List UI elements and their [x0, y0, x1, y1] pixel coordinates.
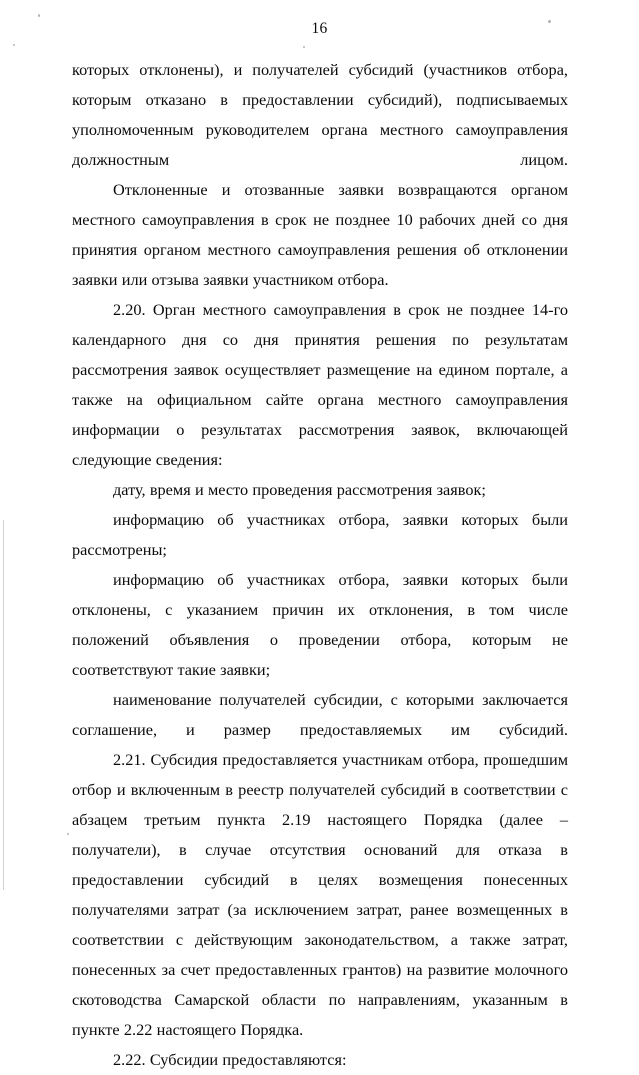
scan-speck [303, 46, 305, 48]
list-item-subsidy-recipients: наименование получателей субсидии, с которыми заключается соглашение, и размер предоставляемых им субсидий. [72, 690, 568, 739]
paragraph-continuation: которых отклонены), и получателей субсидий (участников отбора, которым отказано в предоставлении субсидий), подписываемых уполномоченным руководителем органа местного самоуправления должностным лицом. [72, 60, 568, 169]
scan-speck [38, 14, 40, 17]
paragraph-2-21: 2.21. Субсидия предоставляется участникам отбора, прошедшим отбор и включенным в реестр получателей субсидий в соответствии с абзацем третьим пункта 2.19 настоящего Порядка (далее – получатели), в случае отсутствия оснований для отказа в предоставлении субсидий в целях возмещения понесенных получателями затрат (за исключением затрат, ранее возмещенных в соответствии с действующим законодательством, а также затрат, понесенных за счет предоставленных грантов) на развитие молочного скотоводства Самарской области по направлениям, указанным в пункте 2.22 настоящего Порядка. [72, 750, 568, 1039]
scan-edge-artifact [3, 520, 4, 890]
paragraph-2-20: 2.20. Орган местного самоуправления в срок не позднее 14-го календарного дня со дня принятия решения по результатам рассмотрения заявок осуществляет размещение на едином портале, а также на официальном сайте органа местного самоуправления информации о результатах рассмотрения заявок, включающей следующие сведения: [72, 300, 568, 469]
page-number: 16 [311, 20, 328, 37]
paragraph-2-22: 2.22. Субсидии предоставляются: [113, 1050, 347, 1069]
list-item-considered-applications: информацию об участниках отбора, заявки которых были рассмотрены; [72, 510, 568, 559]
document-body [72, 55, 568, 1075]
list-item-rejected-applications: информацию об участниках отбора, заявки которых были отклонены, с указанием причин их отклонения, в том числе положений объявления о проведении отбора, которым не соответствуют такие заявки; [72, 570, 568, 679]
list-item-date-time-place: дату, время и место проведения рассмотрения заявок; [113, 480, 486, 499]
paragraph-returned-applications: Отклоненные и отозванные заявки возвращаются органом местного самоуправления в срок не позднее 10 рабочих дней со дня принятия органом местного самоуправления решения об отклонении заявки или отзыва заявки участником отбора. [72, 180, 568, 289]
scan-speck [13, 44, 15, 46]
scan-speck [67, 833, 69, 835]
